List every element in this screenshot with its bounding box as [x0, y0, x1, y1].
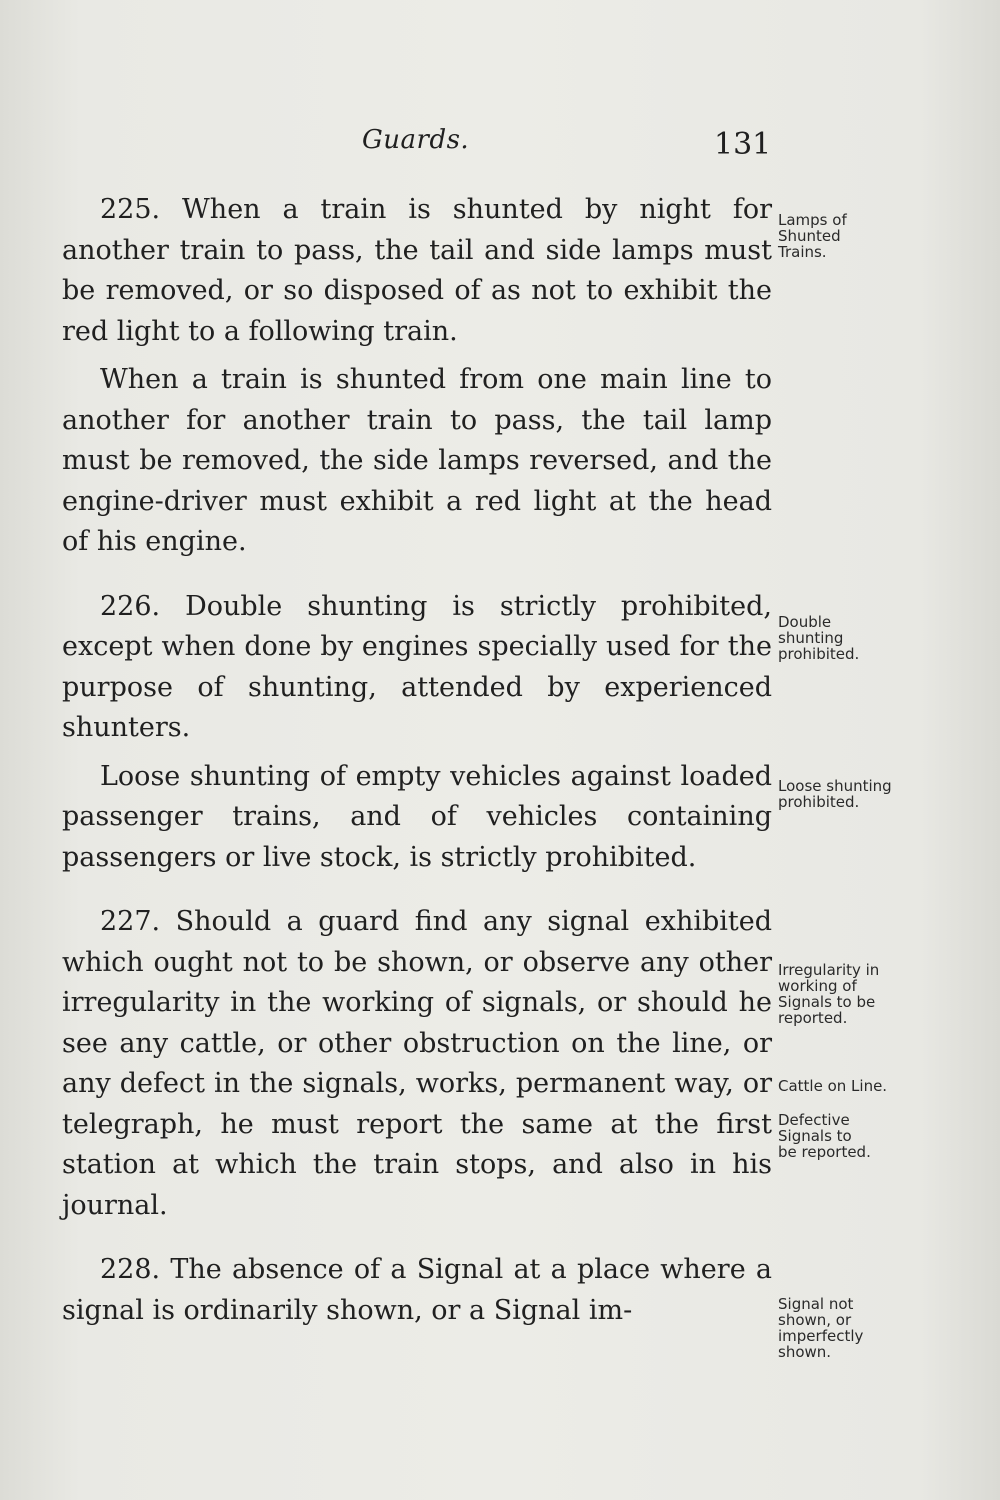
paragraph-227: 227. Should a guard find any signal exhibited which ought not to be shown, or observe any other irregularity in the working of signals, or should he see any cattle, or other obstruction on the line, or any defect in the signals, works, permanent way, or telegraph, he must report the same at the first station at which the train stops, and also in his journal.: [62, 906, 772, 1221]
paragraph-225: 225. When a train is shunted by night for another train to pass, the tail and side lamps must be removed, or so disposed of as not to exhibit the red light to a following train.: [62, 194, 772, 347]
page-header: [0, 125, 1000, 165]
paragraph-226: 226. Double shunting is strictly prohibited, except when done by engines specially used for the purpose of shunting, attended by experienced shunters.: [62, 590, 772, 743]
margin-note-lamps-of-shunted-trains: Lamps of Shunted Trains.: [778, 211, 847, 261]
page-number: 131: [714, 127, 772, 162]
paragraph-228: 228. The absence of a Signal at a place where a signal is ordinarily shown, or a Signal im-: [62, 1254, 772, 1326]
running-title: Guards.: [362, 125, 470, 155]
margin-note-defective-signals: Defective Signals to be reported.: [778, 1111, 871, 1161]
paragraph-226-continued: Loose shunting of empty vehicles against loaded passenger trains, and of vehicles containing passengers or live stock, is strictly prohibited.: [62, 760, 772, 873]
paragraph-225-continued: When a train is shunted from one main line to another for another train to pass, the tail lamp must be removed, the side lamps reversed, and the engine-driver must exhibit a red light at the head of his engine.: [62, 364, 772, 557]
margin-note-irregularity: Irregularity in working of Signals to be reported.: [778, 961, 880, 1027]
main-text: [62, 190, 772, 1331]
margin-note-signal-not-shown: Signal not shown, or imperfectly shown.: [778, 1295, 864, 1361]
margin-note-cattle-on-line: Cattle on Line.: [778, 1077, 888, 1095]
margin-note-loose-shunting: Loose shunting prohibited.: [778, 777, 892, 811]
margin-note-double-shunting: Double shunting prohibited.: [778, 613, 860, 663]
